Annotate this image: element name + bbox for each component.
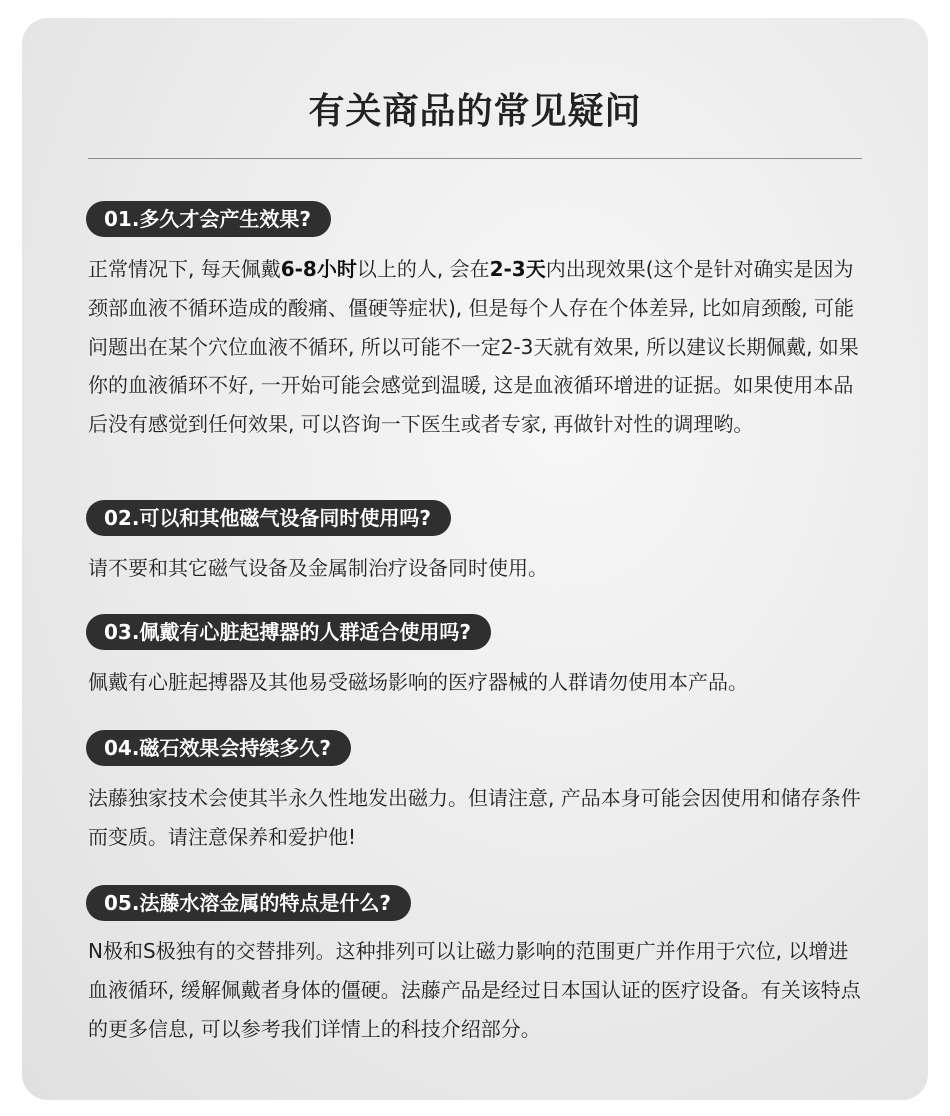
faq-question-4: 04.磁石效果会持续多久? bbox=[86, 730, 351, 766]
page-title: 有关商品的常见疑问 bbox=[308, 91, 642, 132]
faq-answer-5: N极和S极独有的交替排列。这种排列可以让磁力影响的范围更广并作用于穴位, 以增进血液循环, 缓解佩戴者身体的僵硬。法藤产品是经过日本国认证的医疗设备。有关该特点的更多信息, 可以参考我们详情上的科技介绍部分。 bbox=[88, 939, 861, 1041]
answer-1-text-a: 正常情况下, 每天佩戴 bbox=[88, 257, 281, 281]
faq-answer-3: 佩戴有心脏起搏器及其他易受磁场影响的医疗器械的人群请勿使用本产品。 bbox=[88, 670, 748, 694]
answer-1-highlight-days: 2-3天 bbox=[489, 257, 546, 281]
faq-answer-4: 法藤独家技术会使其半永久性地发出磁力。但请注意, 产品本身可能会因使用和储存条件而变质。请注意保养和爱护他! bbox=[88, 786, 861, 849]
faq-question-2: 02.可以和其他磁气设备同时使用吗? bbox=[86, 500, 451, 536]
answer-1-highlight-hours: 6-8小时 bbox=[280, 257, 357, 281]
faq-question-1: 01.多久才会产生效果? bbox=[86, 201, 331, 237]
faq-answer-1 bbox=[88, 250, 868, 444]
answer-1-text-c: 内出现效果(这个是针对确实是因为颈部血液不循环造成的酸痛、僵硬等症状), 但是每个人存在个体差异, 比如肩颈酸, 可能问题出在某个穴位血液不循环, 所以可能不一定2-3天就有效果, 所以建议长期佩戴, 如果你的血液循环不好, 一开始可能会感觉到温暖, 这是血液循环增进的证据。如果使用本品后没有感觉到任何效果, 可以咨询一下医生或者专家, 再做针对性的调理哟。 bbox=[88, 257, 859, 437]
title-divider bbox=[88, 158, 862, 159]
faq-question-3: 03.佩戴有心脏起搏器的人群适合使用吗? bbox=[86, 614, 491, 650]
faq-question-5: 05.法藤水溶金属的特点是什么? bbox=[86, 885, 411, 921]
faq-card bbox=[22, 18, 928, 1100]
answer-1-text-b: 以上的人, 会在 bbox=[356, 257, 490, 281]
faq-answer-2: 请不要和其它磁气设备及金属制治疗设备同时使用。 bbox=[88, 556, 548, 580]
